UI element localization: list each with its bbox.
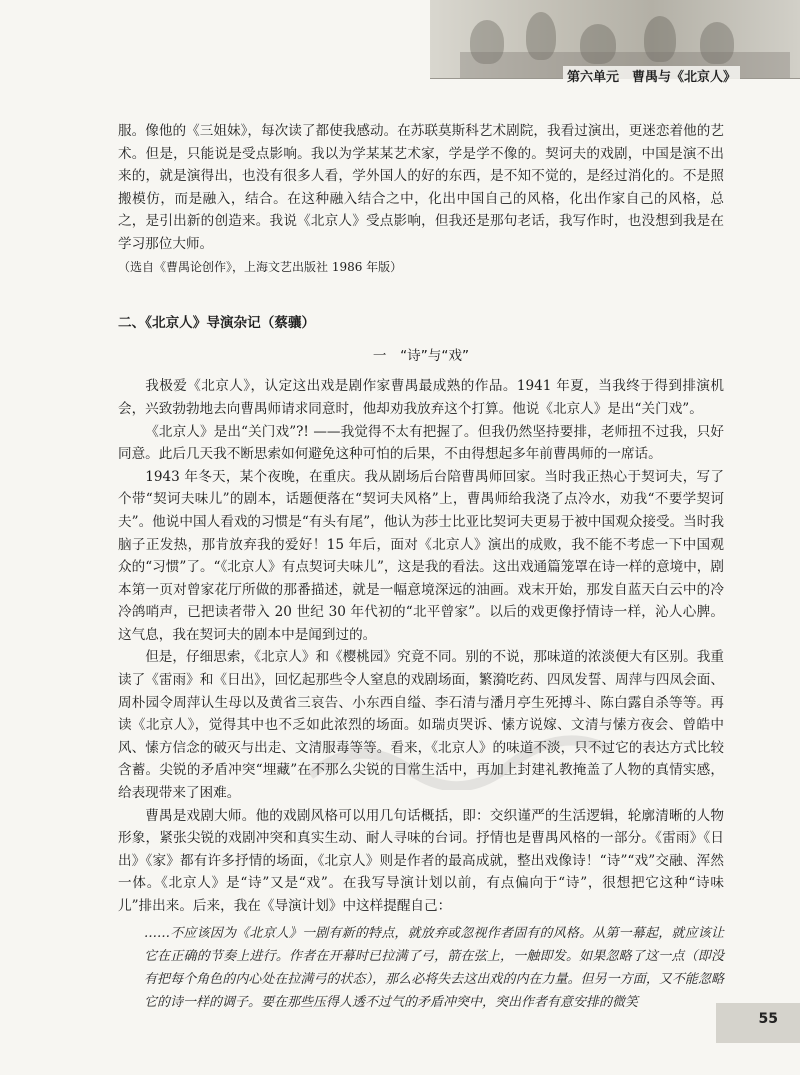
body-paragraph: 1943 年冬天，某个夜晚，在重庆。我从剧场后台陪曹禺师回家。当时我正热心于契诃夫，写了个带“契诃夫味儿”的剧本，话题便落在“契诃夫风格”上，曹禺师给我浇了点冷水，劝我“不要学契诃夫”。他说中国人看戏的习惯是“有头有尾”，他认为莎士比亚比契诃夫更易于被中国观众接受。当时我脑子正发热，那肯放弃我的爱好！15 年后，面对《北京人》演出的成败，我不能不考虑一下中国观众的“习惯”了。“《北京人》有点契诃夫味儿”，这是我的看法。这出戏通篇笼罩在诗一样的意境中，剧本第一页对曾家花厅所做的那番描述，就是一幅意境深远的油画。戏末开始，那发自蓝天白云中的冷冷鸽哨声，已把读者带入 20 世纪 30 年代初的“北平曾家”。以后的戏更像抒情诗一样，沁人心脾。这气息，我在契诃夫的剧本中是闻到过的。 xyxy=(118,468,724,643)
quoted-block xyxy=(118,922,724,1014)
running-title: 第六单元 曹禺与《北京人》 xyxy=(563,66,740,85)
body-paragraph: 我极爱《北京人》，认定这出戏是剧作家曹禺最成熟的作品。1941 年夏，当我终于得到排演机会，兴致勃勃地去向曹禺师请求同意时，他却劝我放弃这个打算。他说《北京人》是出“关门戏”。 xyxy=(118,378,724,417)
source-citation: （选自《曹禺论创作》，上海文艺出版社 1986 年版） xyxy=(118,259,403,274)
watermark-graphic xyxy=(300,730,620,790)
sub-heading: 一 “诗”与“戏” xyxy=(372,347,470,364)
body-paragraph: 曹禺是戏剧大师。他的戏剧风格可以用几句话概括，即：交织谨严的生活逻辑，轮廓清晰的人物形象，紧张尖锐的戏剧冲突和真实生动、耐人寻味的台词。抒情也是曹禺风格的一部分。《雷雨》《日出》《家》都有许多抒情的场面，《北京人》则是作者的最高成就，整出戏像诗！“诗”“戏”交融、浑然一体。《北京人》是“诗”又是“戏”。在我写导演计划以前，有点偏向于“诗”，很想把它这种“诗味儿”排出来。后来，我在《导演计划》中这样提醒自己： xyxy=(118,807,724,914)
page-number: 55 xyxy=(758,1011,778,1027)
body-paragraph: 《北京人》是出“关门戏”?! ——我觉得不太有把握了。但我仍然坚持要排，老师扭不过我，只好同意。此后几天我不断思索如何避免这种可怕的后果，不由得想起多年前曹禺师的一席话。 xyxy=(118,423,724,463)
quote-text: ……不应该因为《北京人》一剧有新的特点，就放弃或忽视作者固有的风格。从第一幕起，就应该让它在正确的节奏上进行。作者在开幕时已拉满了弓，箭在弦上，一触即发。如果忽略了这一点（即没有把每个角色的内心处在拉满弓的状态），那么必将失去这出戏的内在力量。但另一方面，又不能忽略它的诗一样的调子。要在那些压得人透不过气的矛盾冲突中，突出作者有意安排的微笑 xyxy=(144,925,724,1010)
page-body xyxy=(118,120,724,1014)
body-paragraph: 但是，仔细思索，《北京人》和《樱桃园》究竟不同。别的不说，那味道的浓淡便大有区别。我重读了《雷雨》和《日出》，回忆起那些令人窒息的戏剧场面，繁漪吃药、四凤发誓、周萍与四凤会面、周朴园令周萍认生母以及黄省三哀告、小东西自缢、李石清与潘月亭生死搏斗、陈白露自杀等等。再读《北京人》，觉得其中也不乏如此浓烈的场面。如瑞贞哭诉、愫方说嫁、文清与愫方夜会、曾皓中风、愫方信念的破灭与出走、文清服毒等等。看来，《北京人》的味道不淡，只不过它的表达方式比较含蓄。尖锐的矛盾冲突“埋藏”在不那么尖锐的日常生活中，再加上封建礼教掩盖了人物的真情实感，给表现带来了困难。 xyxy=(118,649,724,802)
section-heading: 二、《北京人》导演杂记（蔡骧） xyxy=(118,315,316,332)
intro-paragraph: 服。像他的《三姐妹》，每次读了都使我感动。在苏联莫斯科艺术剧院，我看过演出，更迷恋着他的艺术。但是，只能说是受点影响。我以为学某某艺术家，学是学不像的。契诃夫的戏剧，中国是演不出来的，就是演得出，也没有很多人看，学外国人的好的东西，是不知不觉的，是经过消化的。不是照搬模仿，而是融入，结合。在这种融入结合之中，化出中国自己的风格，化出作家自己的风格，总之，是引出新的创造来。我说《北京人》受点影响，但我还是那句老话，我写作时，也没想到我是在学习那位大师。 xyxy=(118,123,724,252)
